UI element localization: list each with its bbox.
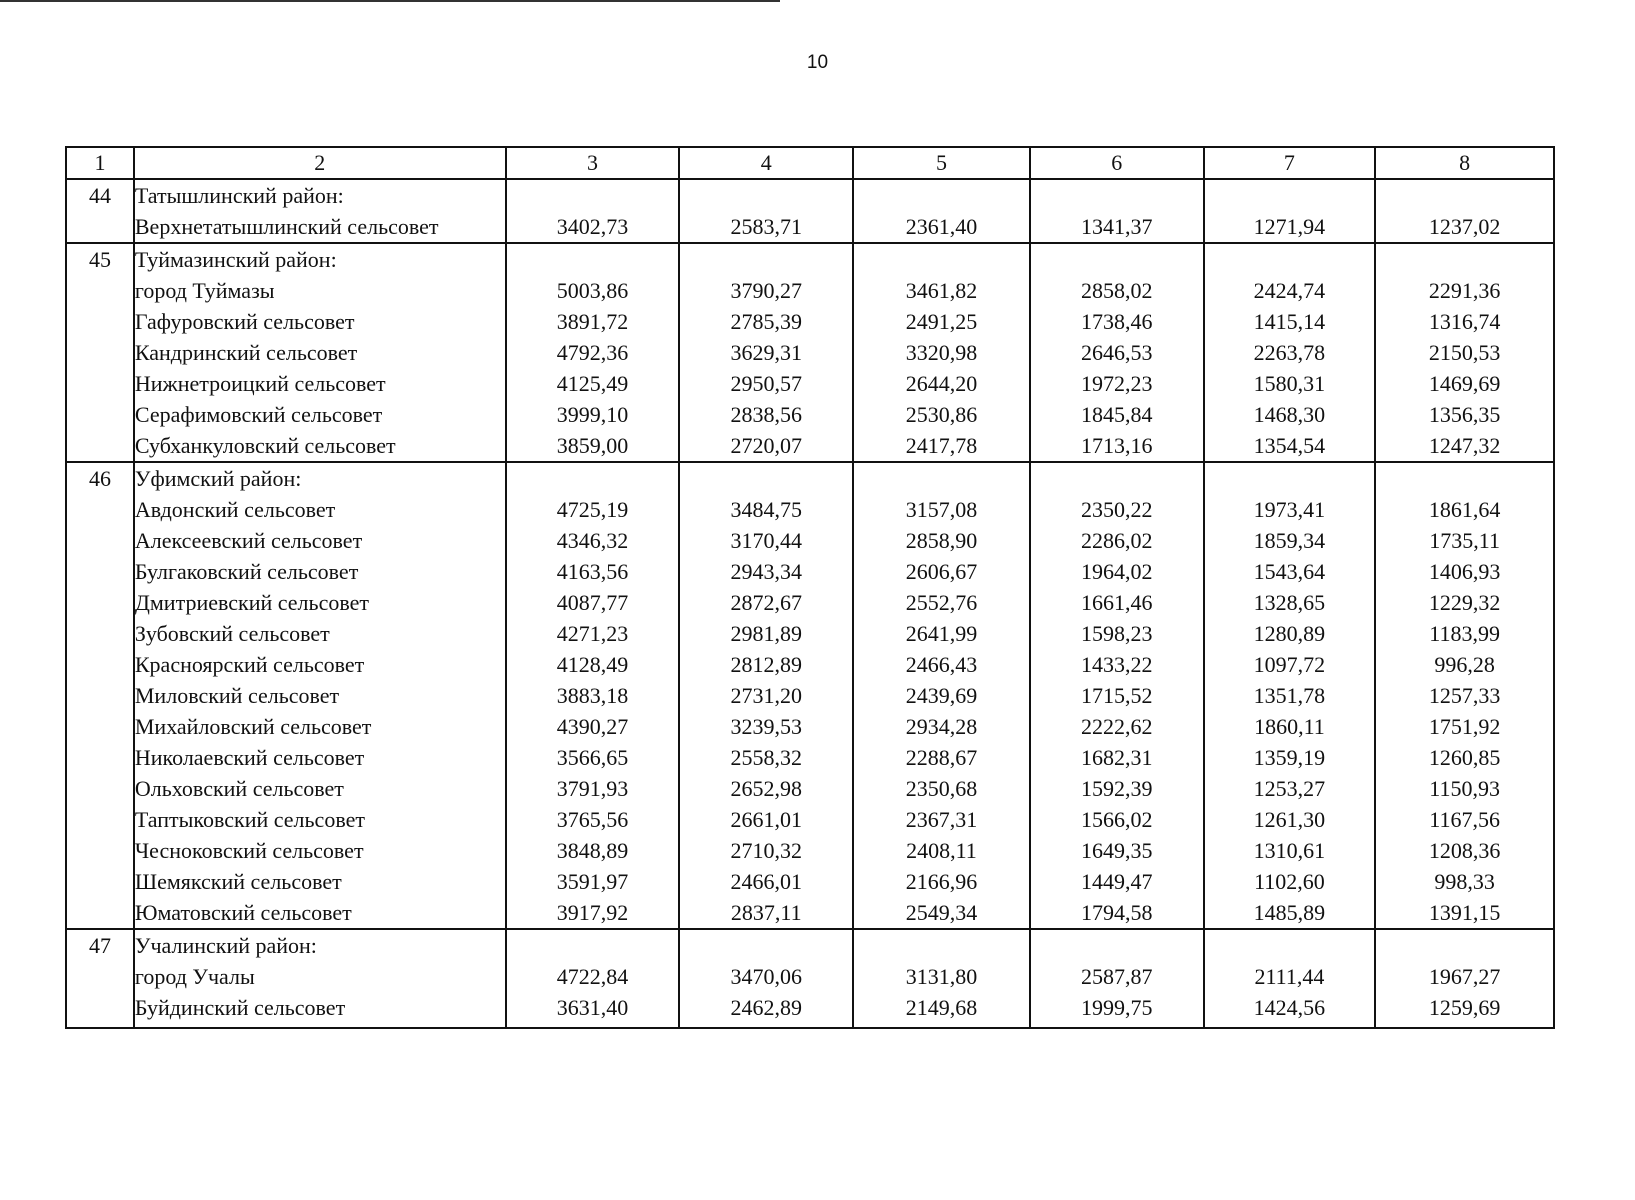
blank-line	[507, 244, 679, 275]
value-cell: 3790,27	[730, 278, 803, 303]
value-cell: 3848,89	[556, 838, 629, 863]
value-cell: 1316,74	[1428, 309, 1501, 334]
blank-line	[1205, 180, 1375, 211]
value-cell: 3170,44	[730, 528, 803, 553]
value-column-6	[1030, 462, 1204, 929]
page-number: 10	[806, 52, 829, 73]
value-cell: 4725,19	[556, 497, 629, 522]
blank-line	[1205, 463, 1375, 494]
value-cell: 1566,02	[1080, 807, 1153, 832]
column-header: 2	[134, 147, 506, 179]
blank-line	[680, 180, 852, 211]
value-cell: 1351,78	[1253, 683, 1326, 708]
value-cell: 3791,93	[556, 776, 629, 801]
column-header: 6	[1030, 147, 1204, 179]
value-cell: 2858,02	[1080, 278, 1153, 303]
value-cell: 2943,34	[730, 559, 803, 584]
value-cell: 2950,57	[730, 371, 803, 396]
settlement-name: Кандринский сельсовет	[134, 340, 358, 365]
row-number: 47	[66, 929, 134, 1028]
value-cell: 1964,02	[1080, 559, 1153, 584]
value-column-8	[1375, 929, 1554, 1028]
name-cell	[134, 929, 506, 1028]
value-cell: 1999,75	[1080, 995, 1153, 1020]
district-name: Татышлинский район:	[134, 183, 344, 208]
value-cell: 2166,96	[905, 869, 978, 894]
blank-line	[680, 930, 852, 961]
blank-line	[854, 930, 1029, 961]
value-cell: 1543,64	[1253, 559, 1326, 584]
value-cell: 2288,67	[905, 745, 978, 770]
value-cell: 2587,87	[1080, 964, 1153, 989]
value-cell: 2491,25	[905, 309, 978, 334]
value-cell: 1713,16	[1080, 433, 1153, 458]
settlement-name: Чесноковский сельсовет	[134, 838, 364, 863]
blank-line	[1205, 244, 1375, 275]
settlement-name: Гафуровский сельсовет	[134, 309, 355, 334]
value-cell: 1354,54	[1253, 433, 1326, 458]
row-number: 46	[66, 462, 134, 929]
value-cell: 1860,11	[1254, 714, 1325, 739]
value-cell: 4271,23	[556, 621, 629, 646]
value-cell: 3484,75	[730, 497, 803, 522]
value-cell: 1649,35	[1080, 838, 1153, 863]
value-cell: 2466,01	[730, 869, 803, 894]
value-cell: 3566,65	[556, 745, 629, 770]
value-cell: 1415,14	[1253, 309, 1326, 334]
value-cell: 1359,19	[1253, 745, 1326, 770]
value-cell: 1261,30	[1253, 807, 1326, 832]
value-cell: 2934,28	[905, 714, 978, 739]
blank-line	[1031, 180, 1203, 211]
value-column-6	[1030, 243, 1204, 462]
value-cell: 2263,78	[1253, 340, 1326, 365]
value-cell: 2837,11	[730, 900, 802, 925]
blank-line	[1031, 930, 1203, 961]
value-cell: 2462,89	[730, 995, 803, 1020]
value-cell: 1183,99	[1429, 621, 1500, 646]
row-number: 45	[66, 243, 134, 462]
value-cell: 1735,11	[1429, 528, 1500, 553]
value-cell: 2552,76	[905, 590, 978, 615]
value-column-8	[1375, 179, 1554, 243]
value-cell: 2408,11	[906, 838, 977, 863]
value-column-7	[1204, 179, 1376, 243]
value-cell: 2417,78	[905, 433, 978, 458]
value-cell: 1424,56	[1253, 995, 1326, 1020]
settlement-name: Дмитриевский сельсовет	[134, 590, 369, 615]
value-column-3	[506, 462, 680, 929]
value-cell: 2549,34	[905, 900, 978, 925]
blank-line	[1376, 244, 1553, 275]
value-cell: 2710,32	[730, 838, 803, 863]
value-cell: 1356,35	[1428, 402, 1501, 427]
value-cell: 2872,67	[730, 590, 803, 615]
blank-line	[1376, 180, 1553, 211]
value-cell: 1972,23	[1080, 371, 1153, 396]
value-cell: 1259,69	[1428, 995, 1501, 1020]
value-cell: 2731,20	[730, 683, 803, 708]
settlement-name: Михайловский сельсовет	[134, 714, 372, 739]
value-cell: 1102,60	[1254, 869, 1325, 894]
value-cell: 2720,07	[730, 433, 803, 458]
value-cell: 3461,82	[905, 278, 978, 303]
value-cell: 2350,68	[905, 776, 978, 801]
value-column-8	[1375, 462, 1554, 929]
district-group-row	[66, 462, 1554, 929]
data-table	[65, 146, 1555, 1029]
value-column-5	[853, 462, 1030, 929]
value-cell: 1861,64	[1428, 497, 1501, 522]
district-name: Туймазинский район:	[134, 247, 337, 272]
settlement-name: Булгаковский сельсовет	[134, 559, 359, 584]
blank-line	[854, 180, 1029, 211]
value-column-6	[1030, 929, 1204, 1028]
value-cell: 1485,89	[1253, 900, 1326, 925]
header-row	[66, 147, 1554, 179]
value-cell: 998,33	[1434, 869, 1495, 894]
value-column-5	[853, 929, 1030, 1028]
value-column-7	[1204, 462, 1376, 929]
value-column-5	[853, 179, 1030, 243]
value-cell: 1253,27	[1253, 776, 1326, 801]
value-cell: 1271,94	[1253, 214, 1326, 239]
value-cell: 5003,86	[556, 278, 629, 303]
value-cell: 2149,68	[905, 995, 978, 1020]
value-cell: 3131,80	[905, 964, 978, 989]
district-group-row	[66, 929, 1554, 1028]
value-cell: 1150,93	[1429, 776, 1500, 801]
settlement-name: Серафимовский сельсовет	[134, 402, 383, 427]
column-header: 5	[853, 147, 1030, 179]
value-cell: 2583,71	[730, 214, 803, 239]
value-cell: 1661,46	[1080, 590, 1153, 615]
top-rule	[0, 0, 780, 2]
name-cell	[134, 462, 506, 929]
value-column-7	[1204, 243, 1376, 462]
value-cell: 2981,89	[730, 621, 803, 646]
value-column-8	[1375, 243, 1554, 462]
district-group-row	[66, 179, 1554, 243]
settlement-name: Шемякский сельсовет	[134, 869, 342, 894]
value-column-3	[506, 929, 680, 1028]
blank-line	[1376, 463, 1553, 494]
value-cell: 3629,31	[730, 340, 803, 365]
value-cell: 4390,27	[556, 714, 629, 739]
value-cell: 1406,93	[1428, 559, 1501, 584]
settlement-name: город Туймазы	[134, 278, 275, 303]
value-column-7	[1204, 929, 1376, 1028]
value-cell: 1592,39	[1080, 776, 1153, 801]
value-cell: 2361,40	[905, 214, 978, 239]
value-cell: 1580,31	[1253, 371, 1326, 396]
value-cell: 1237,02	[1428, 214, 1501, 239]
value-cell: 1738,46	[1080, 309, 1153, 334]
blank-line	[854, 244, 1029, 275]
value-cell: 2111,44	[1254, 964, 1325, 989]
column-header: 8	[1375, 147, 1554, 179]
district-name: Учалинский район:	[134, 933, 317, 958]
settlement-name: Юматовский сельсовет	[134, 900, 352, 925]
value-cell: 1260,85	[1428, 745, 1501, 770]
value-cell: 1391,15	[1428, 900, 1501, 925]
blank-line	[854, 463, 1029, 494]
value-cell: 2367,31	[905, 807, 978, 832]
value-cell: 2439,69	[905, 683, 978, 708]
value-cell: 3883,18	[556, 683, 629, 708]
value-cell: 3859,00	[556, 433, 629, 458]
value-cell: 1247,32	[1428, 433, 1501, 458]
value-cell: 1715,52	[1080, 683, 1153, 708]
value-column-4	[679, 179, 853, 243]
value-cell: 4128,49	[556, 652, 629, 677]
value-cell: 2646,53	[1080, 340, 1153, 365]
name-cell	[134, 179, 506, 243]
value-cell: 4125,49	[556, 371, 629, 396]
column-header: 3	[506, 147, 680, 179]
settlement-name: Алексеевский сельсовет	[134, 528, 363, 553]
value-cell: 1229,32	[1428, 590, 1501, 615]
settlement-name: Субханкуловский сельсовет	[134, 433, 396, 458]
value-cell: 2652,98	[730, 776, 803, 801]
name-cell	[134, 243, 506, 462]
value-cell: 1208,36	[1428, 838, 1501, 863]
value-cell: 3917,92	[556, 900, 629, 925]
settlement-name: Николаевский сельсовет	[134, 745, 365, 770]
value-cell: 1449,47	[1080, 869, 1153, 894]
value-cell: 3402,73	[556, 214, 629, 239]
value-cell: 1859,34	[1253, 528, 1326, 553]
value-cell: 2286,02	[1080, 528, 1153, 553]
value-cell: 3591,97	[556, 869, 629, 894]
value-cell: 2785,39	[730, 309, 803, 334]
row-number: 44	[66, 179, 134, 243]
blank-line	[1376, 930, 1553, 961]
value-cell: 3631,40	[556, 995, 629, 1020]
settlement-name: Ольховский сельсовет	[134, 776, 344, 801]
value-cell: 3320,98	[905, 340, 978, 365]
column-header: 4	[679, 147, 853, 179]
value-cell: 2558,32	[730, 745, 803, 770]
value-column-5	[853, 243, 1030, 462]
blank-line	[1205, 930, 1375, 961]
value-cell: 1097,72	[1253, 652, 1326, 677]
value-column-3	[506, 243, 680, 462]
value-cell: 3157,08	[905, 497, 978, 522]
value-cell: 2291,36	[1428, 278, 1501, 303]
column-header: 7	[1204, 147, 1376, 179]
blank-line	[507, 180, 679, 211]
table-body	[66, 179, 1554, 1028]
value-cell: 3999,10	[556, 402, 629, 427]
value-cell: 1973,41	[1253, 497, 1326, 522]
value-cell: 1310,61	[1253, 838, 1326, 863]
value-cell: 1751,92	[1428, 714, 1501, 739]
value-cell: 1468,30	[1253, 402, 1326, 427]
settlement-name: Таптыковский сельсовет	[134, 807, 365, 832]
value-cell: 2350,22	[1080, 497, 1153, 522]
value-cell: 1328,65	[1253, 590, 1326, 615]
district-group-row	[66, 243, 1554, 462]
value-cell: 3765,56	[556, 807, 629, 832]
value-cell: 4722,84	[556, 964, 629, 989]
value-cell: 1598,23	[1080, 621, 1153, 646]
settlement-name: Буйдинский сельсовет	[134, 995, 346, 1020]
settlement-name: Верхнетатышлинский сельсовет	[134, 214, 439, 239]
blank-line	[680, 463, 852, 494]
value-column-4	[679, 929, 853, 1028]
value-column-4	[679, 243, 853, 462]
value-cell: 1682,31	[1080, 745, 1153, 770]
blank-line	[507, 930, 679, 961]
settlement-name: Зубовский сельсовет	[134, 621, 330, 646]
value-column-3	[506, 179, 680, 243]
value-cell: 2812,89	[730, 652, 803, 677]
settlement-name: Красноярский сельсовет	[134, 652, 365, 677]
value-cell: 2150,53	[1428, 340, 1501, 365]
value-cell: 3470,06	[730, 964, 803, 989]
value-cell: 3239,53	[730, 714, 803, 739]
value-cell: 2858,90	[905, 528, 978, 553]
value-cell: 4163,56	[556, 559, 629, 584]
value-cell: 4087,77	[556, 590, 629, 615]
value-cell: 1845,84	[1080, 402, 1153, 427]
value-column-6	[1030, 179, 1204, 243]
value-cell: 2606,67	[905, 559, 978, 584]
value-cell: 1341,37	[1080, 214, 1153, 239]
value-cell: 4792,36	[556, 340, 629, 365]
settlement-name: Авдонский сельсовет	[134, 497, 336, 522]
value-cell: 1433,22	[1080, 652, 1153, 677]
value-cell: 2530,86	[905, 402, 978, 427]
blank-line	[507, 463, 679, 494]
value-cell: 4346,32	[556, 528, 629, 553]
value-cell: 1469,69	[1428, 371, 1501, 396]
value-cell: 2661,01	[730, 807, 803, 832]
blank-line	[1031, 463, 1203, 494]
settlement-name: Миловский сельсовет	[134, 683, 340, 708]
blank-line	[1031, 244, 1203, 275]
value-cell: 1257,33	[1428, 683, 1501, 708]
value-cell: 1794,58	[1080, 900, 1153, 925]
value-cell: 1280,89	[1253, 621, 1326, 646]
value-cell: 2838,56	[730, 402, 803, 427]
value-cell: 2424,74	[1253, 278, 1326, 303]
value-cell: 2466,43	[905, 652, 978, 677]
value-cell: 2222,62	[1080, 714, 1153, 739]
value-cell: 1967,27	[1428, 964, 1501, 989]
blank-line	[680, 244, 852, 275]
settlement-name: Нижнетроицкий сельсовет	[134, 371, 386, 396]
value-cell: 996,28	[1434, 652, 1495, 677]
value-cell: 2641,99	[905, 621, 978, 646]
value-cell: 1167,56	[1429, 807, 1500, 832]
value-column-4	[679, 462, 853, 929]
value-cell: 2644,20	[905, 371, 978, 396]
settlement-name: город Учалы	[134, 964, 255, 989]
district-name: Уфимский район:	[134, 466, 302, 491]
value-cell: 3891,72	[556, 309, 629, 334]
column-header: 1	[66, 147, 134, 179]
